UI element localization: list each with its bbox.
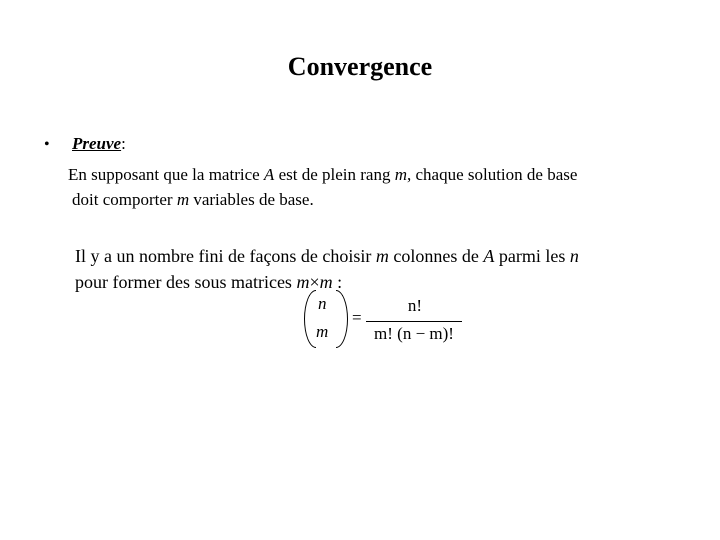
text-segment: variables de base.: [189, 190, 314, 209]
paragraph-line: [68, 187, 708, 212]
paragraph-line: [75, 243, 715, 269]
fraction-bar: [366, 321, 462, 322]
proof-colon: :: [121, 134, 126, 153]
fraction-numerator: n!: [407, 296, 423, 315]
variable-m: m: [319, 272, 333, 292]
text-segment: doit comporter: [72, 190, 177, 209]
paragraph-finite-choices: [75, 243, 715, 295]
binomial-top: n: [318, 294, 327, 313]
variable-m: m: [296, 272, 310, 292]
variable-A: A: [483, 246, 495, 266]
binomial-formula: [302, 290, 472, 350]
text-segment: En supposant que la matrice: [68, 165, 264, 184]
variable-m: m: [375, 246, 389, 266]
fraction-denominator: m! (n − m)!: [374, 324, 454, 343]
text-segment: , chaque solution de base: [406, 165, 578, 184]
binomial-bottom: m: [316, 322, 329, 341]
text-segment: pour former des sous matrices: [75, 272, 297, 292]
proof-word: Preuve: [72, 134, 122, 153]
variable-A: A: [263, 165, 275, 184]
text-segment: Il y a un nombre fini de façons de choisir: [75, 246, 376, 266]
times-symbol: ×: [309, 272, 320, 292]
bullet-point: •: [44, 136, 50, 153]
text-segment: est de plein rang: [274, 165, 395, 184]
variable-m: m: [394, 165, 407, 184]
variable-m: m: [176, 190, 190, 209]
proof-label: [72, 134, 126, 154]
paragraph-line: [68, 162, 708, 187]
paragraph-full-rank: [68, 162, 708, 212]
right-parenthesis: [336, 290, 348, 348]
slide-title: Convergence: [287, 52, 433, 81]
text-segment: :: [332, 272, 343, 292]
text-segment: colonnes de: [388, 246, 484, 266]
variable-n: n: [569, 246, 579, 266]
text-segment: parmi les: [494, 246, 570, 266]
left-parenthesis: [304, 290, 316, 348]
equals-sign: =: [352, 308, 362, 327]
